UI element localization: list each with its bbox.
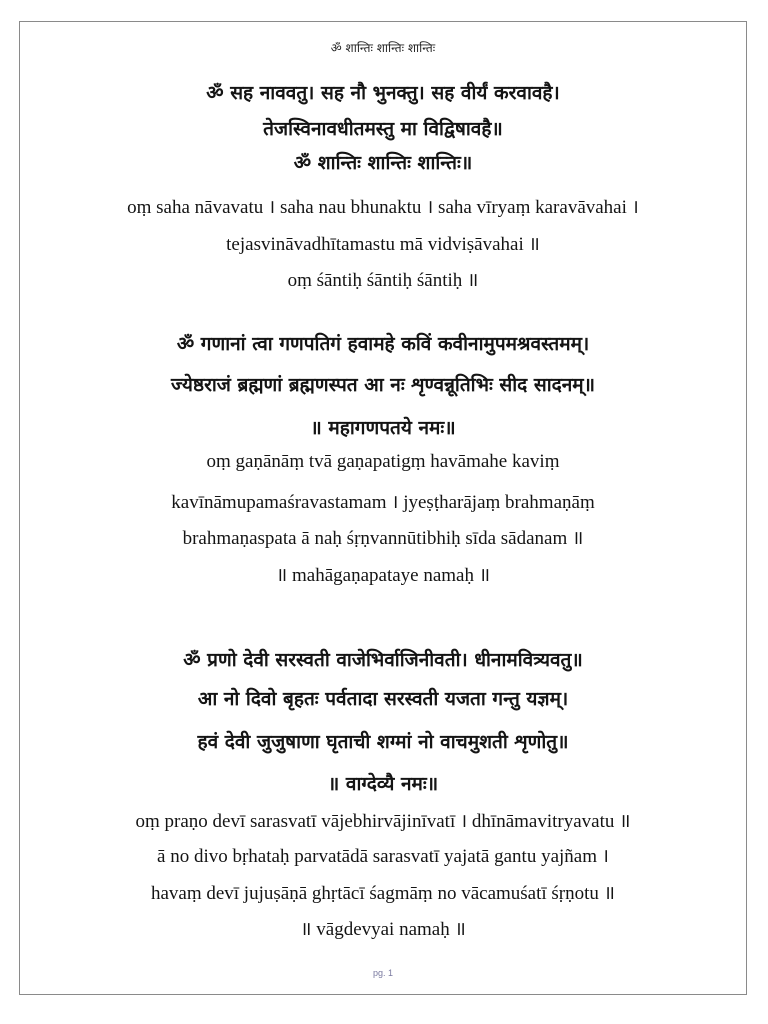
verse-2-transliteration-line-3: brahmaṇaspata ā naḥ śṛṇvannūtibhiḥ sīda sādanam ॥ — [182, 528, 584, 549]
verse-2-transliteration-line-1: oṃ gaṇānāṃ tvā gaṇapatigṃ havāmahe kaviṃ — [206, 451, 560, 472]
verse-3-transliteration-line-1: oṃ praṇo devī sarasvatī vājebhirvājinīvatī । dhīnāmavitryavatu ॥ — [135, 811, 631, 832]
verse-2-devanagari-line-1: ॐ गणानां त्वा गणपतिगं हवामहे कविं कवीनामुपमश्रवस्तमम्। — [176, 333, 590, 355]
verse-3-transliteration-line-3: havaṃ devī jujuṣāṇā ghṛtācī śagmāṃ no vācamuśatī śṛṇotu ॥ — [150, 883, 616, 904]
verse-3-transliteration-line-4: ॥ vāgdevyai namaḥ ॥ — [300, 919, 466, 940]
verse-2-devanagari-line-3: ॥ महागणपतये नमः॥ — [310, 417, 456, 439]
verse-1-devanagari-line-1: ॐ सह नाववतु। सह नौ भुनक्तु। सह वीर्यं करवावहै। — [206, 82, 560, 104]
verse-2-transliteration-line-2: kavīnāmupamaśravastamam । jyeṣṭharājaṃ brahmaṇāṃ — [171, 492, 595, 513]
verse-1-transliteration-line-3: oṃ śāntiḥ śāntiḥ śāntiḥ ॥ — [287, 270, 479, 291]
document-page — [19, 21, 747, 995]
verse-3-devanagari-line-4: ॥ वाग्देव्यै नमः॥ — [327, 773, 439, 795]
verse-3-devanagari-line-3: हवं देवी जुजुषाणा घृताची शग्मां नो वाचमुशती शृणोतु॥ — [197, 731, 569, 753]
verse-2-devanagari-line-2: ज्येष्ठराजं ब्रह्मणां ब्रह्मणस्पत आ नः शृण्वन्नूतिभिः सीद सादनम्॥ — [170, 374, 596, 396]
verse-2-transliteration-line-4: ॥ mahāgaṇapataye namaḥ ॥ — [275, 565, 491, 586]
page-header: ॐ शान्तिः शान्तिः शान्तिः — [330, 41, 436, 55]
verse-3-devanagari-line-1: ॐ प्रणो देवी सरस्वती वाजेभिर्वाजिनीवती। धीनामवित्र्यवतु॥ — [183, 649, 583, 671]
verse-1-transliteration-line-2: tejasvināvadhītamastu mā vidviṣāvahai ॥ — [226, 234, 540, 255]
verse-1-devanagari-line-3: ॐ शान्तिः शान्तिः शान्तिः॥ — [293, 152, 473, 174]
verse-3-devanagari-line-2: आ नो दिवो बृहतः पर्वतादा सरस्वती यजता गन्तु यज्ञम्। — [197, 688, 569, 710]
page-number: pg. 1 — [372, 968, 394, 978]
verse-1-transliteration-line-1: oṃ saha nāvavatu । saha nau bhunaktu । saha vīryaṃ karavāvahai । — [127, 197, 639, 218]
verse-3-transliteration-line-2: ā no divo bṛhataḥ parvatādā sarasvatī yajatā gantu yajñam । — [157, 846, 609, 867]
verse-1-devanagari-line-2: तेजस्विनावधीतमस्तु मा विद्विषावहै॥ — [263, 118, 503, 140]
